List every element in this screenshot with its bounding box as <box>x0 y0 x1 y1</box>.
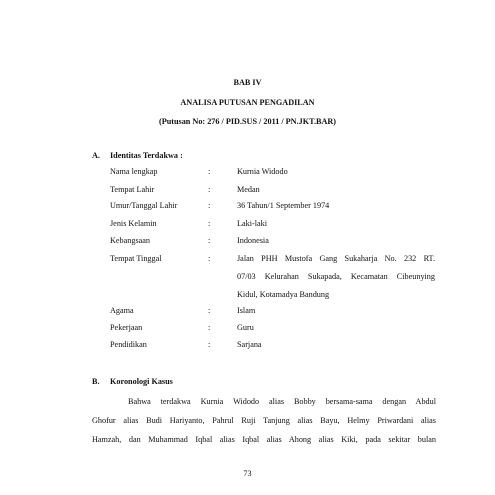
row-label: Umur/Tanggal Lahir <box>110 201 178 210</box>
section-title: Identitas Terdakwa : <box>110 151 183 160</box>
row-value: Islam <box>237 306 256 315</box>
row-colon: : <box>208 167 211 176</box>
row-colon: : <box>208 219 211 228</box>
row-colon: : <box>208 201 211 210</box>
row-colon: : <box>208 306 211 315</box>
paragraph-line: Bahwa terdakwa Kurnia Widodo alias Bobby bersama-sama dengan Abdul <box>128 397 436 406</box>
row-label: Kebangsaan <box>110 236 151 245</box>
row-value: 36 Tahun/1 September 1974 <box>237 201 330 210</box>
row-label: Nama lengkap <box>110 167 158 176</box>
row-value: Sarjana <box>237 340 262 349</box>
page-number: 73 <box>243 469 252 478</box>
paragraph-line: Ghofur alias Budi Hariyanto, Pahrul Ruji Tanjung alias Bayu, Helmy Priwardani alias <box>92 416 436 425</box>
row-colon: : <box>208 254 211 263</box>
row-colon: : <box>208 236 211 245</box>
row-value: Medan <box>237 185 260 194</box>
row-colon: : <box>208 340 211 349</box>
address-line: Kidul, Kotamadya Bandung <box>237 290 330 299</box>
row-value: Kurnia Widodo <box>237 167 288 176</box>
row-value: Guru <box>237 323 254 332</box>
row-colon: : <box>208 185 211 194</box>
row-label: Tempat Tinggal <box>110 254 162 263</box>
row-value: Laki-laki <box>237 219 268 228</box>
section-number: A. <box>92 151 100 160</box>
section-a-heading <box>92 151 183 160</box>
chapter-heading: BAB IV <box>233 78 262 87</box>
section-number: B. <box>92 377 100 386</box>
row-label: Pekerjaan <box>110 323 143 332</box>
address-line: Jalan PHH Mustofa Gang Sukaharja No. 232 RT. <box>237 254 435 263</box>
row-label: Tempat Lahir <box>110 185 155 194</box>
row-label: Pendidikan <box>110 340 147 349</box>
row-label: Agama <box>110 306 134 315</box>
row-label: Jenis Kelamin <box>110 219 157 228</box>
address-line: 07/03 Kelurahan Sukapada, Kecamatan Cibeunying <box>237 272 435 281</box>
section-title: Koronologi Kasus <box>110 377 173 386</box>
section-b-heading <box>92 377 173 386</box>
page-title: ANALISA PUTUSAN PENGADILAN <box>180 98 315 107</box>
row-colon: : <box>208 323 211 332</box>
row-value: Indonesia <box>237 236 269 245</box>
paragraph-line: Hamzah, dan Muhammad Iqbal alias Iqbal alias Ahong alias Kiki, pada sekitar bulan <box>92 435 436 444</box>
page-subtitle: (Putusan No: 276 / PID.SUS / 2011 / PN.JKT.BAR) <box>158 117 337 126</box>
